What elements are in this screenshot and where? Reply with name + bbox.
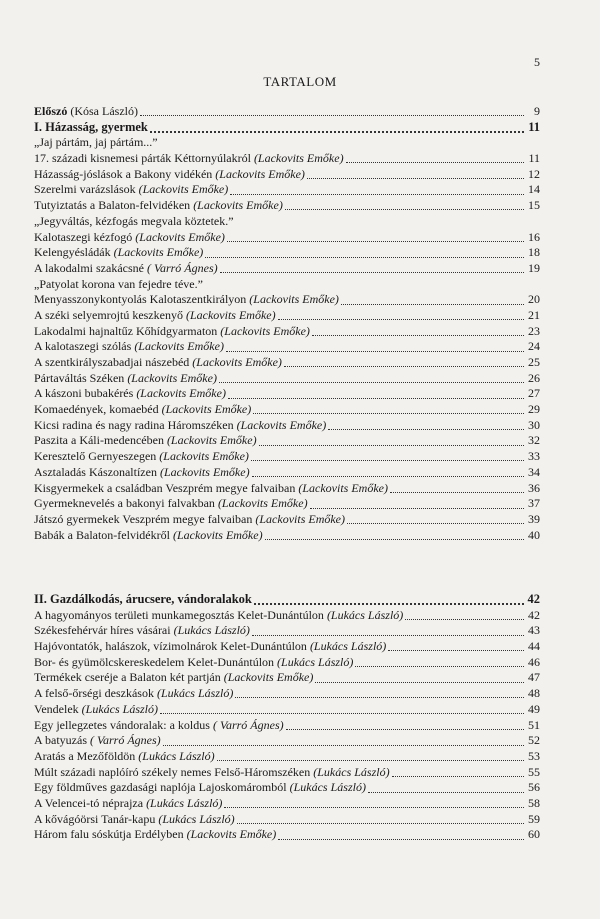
toc-entry-author: (Lukács László) <box>158 811 235 826</box>
toc-entry-author: (Lackovits Emőke) <box>193 198 283 213</box>
toc-entry <box>34 371 540 387</box>
toc-leader-dots <box>346 162 524 163</box>
toc-entry-label <box>34 339 224 355</box>
toc-entry-label <box>34 449 249 465</box>
toc-page-number: 11 <box>528 151 540 166</box>
toc-leader-dots <box>265 539 524 540</box>
toc-entry-label <box>34 496 308 512</box>
toc-entry-label <box>34 670 313 686</box>
toc-entry-author: (Lackovits Emőke) <box>161 402 252 417</box>
toc-leader-dots <box>368 792 524 793</box>
toc-entry-label <box>34 324 310 340</box>
toc-page-number: 48 <box>528 686 540 701</box>
toc-entry-author: (Lackovits Emőke) <box>249 292 339 307</box>
toc-entry-author: (Lackovits Emőke) <box>159 449 249 464</box>
toc-entry-author: (Lukács László) <box>277 654 354 669</box>
toc-entry <box>34 292 540 308</box>
toc-entry-author: (Lukács László) <box>146 795 223 810</box>
toc-entry-title: Játszó gyermekek Veszprém megye falvaiban <box>34 511 253 526</box>
toc-section-1 <box>34 104 540 543</box>
toc-page-number: 40 <box>528 527 540 542</box>
toc-entry-label <box>34 592 252 608</box>
toc-entry-label <box>34 308 276 324</box>
toc-entry <box>34 245 540 261</box>
toc-entry <box>34 670 540 686</box>
toc-leader-dots <box>347 523 524 524</box>
toc-entry <box>34 261 540 277</box>
toc-entry-author: (Lackovits Emőke) <box>298 480 388 495</box>
toc-page-number: 24 <box>528 339 540 354</box>
toc-entry-title: Aratás a Mezőföldön <box>34 748 136 763</box>
toc-leader-dots <box>315 682 524 683</box>
toc-leader-dots <box>226 351 524 352</box>
toc-entry <box>34 796 540 812</box>
toc-leader-dots <box>163 745 524 746</box>
toc-page-number: 46 <box>528 654 540 669</box>
toc-entry-title: Termékek cseréje a Balaton két partján <box>34 670 221 685</box>
toc-page-number: 26 <box>528 370 540 385</box>
toc-page-number: 15 <box>528 198 540 213</box>
toc-leader-dots <box>220 272 524 273</box>
toc-entry <box>34 198 540 214</box>
toc-entry-title: „Jaj pártám, jaj pártám...” <box>34 135 158 150</box>
toc-entry-title: Keresztelő Gernyeszegen <box>34 449 157 464</box>
toc-leader-dots <box>286 729 524 730</box>
toc-entry-label <box>34 292 339 308</box>
toc-section-2 <box>34 592 540 843</box>
toc-entry-title: Bor- és gyümölcskereskedelem Kelet-Dunántúlon <box>34 654 275 669</box>
toc-leader-dots <box>140 115 524 116</box>
toc-entry-title: Vendelek <box>34 701 79 716</box>
toc-leader-dots <box>230 194 524 195</box>
toc-entry-author: (Lackovits Emőke) <box>215 166 305 181</box>
toc-entry-author: (Lukács László) <box>138 748 215 763</box>
toc-entry-label <box>34 639 386 655</box>
toc-entry-title: Babák a Balaton-felvidékről <box>34 527 170 542</box>
toc-entry <box>34 812 540 828</box>
toc-entry-label <box>34 120 148 136</box>
toc-entry <box>34 324 540 340</box>
toc-entry <box>34 104 540 120</box>
toc-entry <box>34 733 540 749</box>
toc-entry-label <box>34 512 345 528</box>
toc-entry-label <box>34 167 305 183</box>
toc-entry <box>34 433 540 449</box>
toc-leader-dots <box>252 635 524 636</box>
toc-page-number: 49 <box>528 701 540 716</box>
toc-page-number: 19 <box>528 260 540 275</box>
toc-entry-label <box>34 718 284 734</box>
toc-entry-label <box>34 230 225 246</box>
toc-leader-dots <box>237 823 524 824</box>
toc-entry-author: (Lackovits Emőke) <box>136 386 226 401</box>
toc-entry-author: (Lackovits Emőke) <box>172 527 263 542</box>
toc-entry-title: Hajóvontatók, halászok, vízimolnárok Kelet-Dunántúlon <box>34 639 307 654</box>
toc-entry-title: A kővágóörsi Tanár-kapu <box>34 811 156 826</box>
toc-entry <box>34 481 540 497</box>
toc-entry-author: (Lukács László) <box>313 764 390 779</box>
toc-entry-label <box>34 261 218 277</box>
toc-entry-title: II. Gazdálkodás, árucsere, vándoralakok <box>34 592 252 606</box>
toc-entry-author: (Lackovits Emőke) <box>127 370 217 385</box>
toc-entry-label <box>34 796 222 812</box>
toc-entry-title: Múlt századi naplóíró székely nemes Felső-Háromszéken <box>34 764 311 779</box>
toc-entry-title: „Jegyváltás, kézfogás megvala köztetek.” <box>34 213 234 228</box>
toc-page-number: 29 <box>528 402 540 417</box>
toc-page-number: 36 <box>528 480 540 495</box>
toc-entry-author: (Lackovits Emőke) <box>192 355 282 369</box>
toc-leader-dots <box>252 476 524 477</box>
toc-entry-label <box>34 182 228 198</box>
toc-entry-label <box>34 371 217 387</box>
toc-entry-title: Menyasszonykontyolás Kalotaszentkirályon <box>34 292 247 307</box>
toc-entry <box>34 780 540 796</box>
toc-entry-title: I. Házasság, gyermek <box>34 119 148 134</box>
toc-entry-title: „Patyolat korona van fejedre téve.” <box>34 276 203 291</box>
toc-page-number: 59 <box>528 811 540 826</box>
toc-entry-author: ( Varró Ágnes) <box>146 260 218 275</box>
toc-entry-label <box>34 104 138 120</box>
toc-entry-label <box>34 481 388 497</box>
toc-entry-title: Házasság-jóslások a Bakony vidékén <box>34 166 213 181</box>
toc-leader-dots <box>405 619 524 620</box>
toc-entry-label <box>34 386 226 402</box>
toc-leader-dots <box>278 839 524 840</box>
toc-page-number: 43 <box>528 623 540 638</box>
toc-page-number: 12 <box>528 166 540 181</box>
toc-entry <box>34 135 540 151</box>
toc-entry <box>34 608 540 624</box>
toc-entry-label <box>34 780 366 796</box>
toc-page-number: 37 <box>528 496 540 511</box>
toc-entry-title: A hagyományos területi munkamegosztás Kelet-Dunántúlon <box>34 607 324 622</box>
toc-entry-label <box>34 655 353 671</box>
toc-entry-label <box>34 733 161 749</box>
toc-entry-title: Kelengyésládák <box>34 245 111 260</box>
toc-entry <box>34 686 540 702</box>
toc-entry-author: (Lackovits Emőke) <box>186 827 277 842</box>
toc-entry-label <box>34 702 158 718</box>
toc-leader-dots <box>390 492 524 493</box>
toc-entry-label <box>34 812 235 828</box>
toc-entry-author: (Lackovits Emőke) <box>134 339 224 354</box>
toc-leader-dots <box>253 413 524 414</box>
toc-entry-title: Kalotaszegi kézfogó <box>34 229 133 244</box>
toc-page-number: 16 <box>528 229 540 244</box>
toc-leader-dots <box>259 445 524 446</box>
toc-entry-label <box>34 623 250 639</box>
toc-entry-author: (Lackovits Emőke) <box>253 151 344 166</box>
toc-leader-dots <box>355 666 524 667</box>
toc-entry-title: Pártaváltás Széken <box>34 370 125 385</box>
toc-leader-dots <box>307 178 524 179</box>
toc-entry-label <box>34 151 344 167</box>
toc-entry-title: Gyermeknevelés a bakonyi falvakban <box>34 496 215 511</box>
toc-entry <box>34 718 540 734</box>
toc-entry-author: (Lackovits Emőke) <box>255 511 346 526</box>
toc-entry-title: Lakodalmi hajnaltűz Kőhídgyarmaton <box>34 323 218 338</box>
toc-entry-author: (Lackovits Emőke) <box>166 433 257 448</box>
page-number: 5 <box>534 55 540 69</box>
toc-page-number: 34 <box>528 464 540 479</box>
toc-entry-author: (Lackovits Emőke) <box>223 670 314 685</box>
toc-entry-label <box>34 355 282 371</box>
toc-leader-dots <box>160 713 524 714</box>
toc-leader-dots <box>310 508 524 509</box>
toc-entry-author: (Lackovits Emőke) <box>185 307 276 322</box>
toc-entry <box>34 214 540 230</box>
toc-page-number: 18 <box>528 245 540 260</box>
toc-entry-title: Egy jellegzetes vándoralak: a koldus <box>34 717 210 732</box>
toc-leader-dots <box>285 209 524 210</box>
toc-section-heading <box>34 120 540 136</box>
toc-page-number: 9 <box>534 104 540 118</box>
toc-page-number: 42 <box>527 592 540 606</box>
toc-entry <box>34 765 540 781</box>
toc-entry <box>34 623 540 639</box>
toc-leader-dots <box>278 319 524 320</box>
toc-leader-dots <box>251 460 524 461</box>
toc-entry-label <box>34 198 283 214</box>
toc-entry-author: (Lackovits Emőke) <box>138 182 229 197</box>
toc-entry <box>34 339 540 355</box>
toc-leader-dots <box>254 603 524 605</box>
toc-leader-dots <box>217 760 524 761</box>
toc-entry <box>34 465 540 481</box>
toc-leader-dots <box>224 807 524 808</box>
toc-entry-label <box>34 135 158 151</box>
toc-leader-dots <box>219 382 524 383</box>
toc-entry-label <box>34 433 257 449</box>
toc-page-number: 47 <box>528 670 540 685</box>
toc-entry <box>34 182 540 198</box>
toc-leader-dots <box>235 697 524 698</box>
toc-entry <box>34 277 540 293</box>
toc-page-number: 33 <box>528 449 540 464</box>
toc-entry-title: Három falu sóskútja Erdélyben <box>34 827 184 842</box>
toc-leader-dots <box>284 366 524 367</box>
toc-page-number: 39 <box>528 511 540 526</box>
toc-entry-author: (Lukács László) <box>326 607 404 622</box>
toc-entry-title: Komaedények, komaebéd <box>34 402 159 417</box>
toc-entry-title: A batyuzás <box>34 733 87 748</box>
toc-entry-author: (Lukács László) <box>309 639 387 654</box>
toc-entry <box>34 655 540 671</box>
toc-entry <box>34 496 540 512</box>
toc-page-number: 21 <box>528 307 540 322</box>
toc-entry-title: Szerelmi varázslások <box>34 182 136 197</box>
toc-leader-dots <box>328 429 524 430</box>
toc-page-number: 20 <box>528 292 540 307</box>
toc-entry <box>34 702 540 718</box>
toc-entry-label <box>34 827 276 843</box>
toc-page-number: 42 <box>528 607 540 622</box>
toc-entry-title: A szentkirályszabadjai nászebéd <box>34 355 190 369</box>
toc-page-number: 32 <box>528 433 540 448</box>
toc-page-number: 55 <box>528 764 540 779</box>
toc-entry-author: (Lukács László) <box>173 623 250 638</box>
toc-page-number: 56 <box>528 780 540 795</box>
toc-entry-title: Tutyiztatás a Balaton-felvidéken <box>34 198 191 213</box>
toc-entry-title: A széki selyemrojtú keszkenyő <box>34 307 183 322</box>
toc-entry-title: Asztaladás Kászonaltízen <box>34 464 157 479</box>
toc-leader-dots <box>228 398 524 399</box>
toc-entry-label <box>34 608 403 624</box>
toc-entry-label <box>34 765 390 781</box>
toc-entry-title: A kászoni bubakérés <box>34 386 134 401</box>
toc-entry <box>34 230 540 246</box>
toc-entry-label <box>34 465 250 481</box>
toc-page-number: 23 <box>528 323 540 338</box>
toc-entry-author: (Lackovits Emőke) <box>135 229 225 244</box>
toc-page-number: 11 <box>528 119 540 134</box>
toc-entry-title: A felső-őrségi deszkások <box>34 686 154 701</box>
toc-entry-label <box>34 245 203 261</box>
toc-page-number: 27 <box>528 386 540 401</box>
page-title: TARTALOM <box>263 74 337 89</box>
toc-page-number: 53 <box>528 748 540 763</box>
toc-leader-dots <box>150 131 524 133</box>
toc-entry <box>34 151 540 167</box>
toc-entry <box>34 308 540 324</box>
toc-entry-title: A Velencei-tó néprajza <box>34 795 144 810</box>
toc-entry-author: (Lackovits Emőke) <box>217 496 308 511</box>
toc-entry-title: Paszita a Káli-medencében <box>34 433 164 448</box>
toc-entry <box>34 749 540 765</box>
toc-page-number: 14 <box>528 182 540 197</box>
toc-entry-author: (Lukács László) <box>289 780 366 795</box>
toc-entry-author: (Kósa László) <box>70 104 138 118</box>
toc-leader-dots <box>341 304 524 305</box>
toc-entry <box>34 386 540 402</box>
toc-entry-title: Egy földműves gazdasági naplója Lajoskomáromból <box>34 780 287 795</box>
toc-page-number: 60 <box>528 827 540 842</box>
toc-leader-dots <box>227 241 524 242</box>
toc-entry <box>34 355 540 371</box>
toc-entry-author: ( Varró Ágnes) <box>90 733 161 748</box>
toc-page-number: 30 <box>528 417 540 432</box>
toc-page-number: 58 <box>528 795 540 810</box>
toc-entry <box>34 528 540 544</box>
toc-entry <box>34 639 540 655</box>
toc-entry-author: (Lackovits Emőke) <box>236 417 327 432</box>
toc-entry <box>34 418 540 434</box>
toc-entry-author: (Lackovits Emőke) <box>220 323 310 338</box>
toc-entry-title: A lakodalmi szakácsné <box>34 260 144 275</box>
toc-entry-title: Kisgyermekek a családban Veszprém megye falvaiban <box>34 480 296 495</box>
toc-entry-title: Előszó <box>34 104 68 118</box>
toc-entry-author: (Lackovits Emőke) <box>113 245 204 260</box>
toc-entry-label <box>34 749 215 765</box>
toc-entry <box>34 449 540 465</box>
toc-entry-author: (Lukács László) <box>81 701 158 716</box>
toc-entry <box>34 512 540 528</box>
toc-entry-title: Székesfehérvár híres vásárai <box>34 623 171 638</box>
toc-entry-label <box>34 277 203 293</box>
toc-page-number: 51 <box>528 717 540 732</box>
toc-leader-dots <box>388 650 524 651</box>
toc-entry-label <box>34 418 326 434</box>
toc-entry-author: ( Varró Ágnes) <box>212 717 284 732</box>
toc-leader-dots <box>392 776 524 777</box>
toc-leader-dots <box>205 257 524 258</box>
toc-page-number: 44 <box>528 639 540 654</box>
toc-entry-label <box>34 214 234 230</box>
toc-entry-title: Kicsi radina és nagy radina Háromszéken <box>34 417 234 432</box>
toc-entry <box>34 827 540 843</box>
toc-entry <box>34 167 540 183</box>
toc-page-number: 52 <box>528 733 540 748</box>
toc-entry-author: (Lukács László) <box>156 686 234 701</box>
toc-entry-title: A kalotaszegi szólás <box>34 339 132 354</box>
toc-entry-author: (Lackovits Emőke) <box>159 464 250 479</box>
toc-entry-title: 17. századi kisnemesi párták Kéttornyúlakról <box>34 151 251 166</box>
toc-entry <box>34 402 540 418</box>
toc-leader-dots <box>312 335 524 336</box>
toc-entry-label <box>34 402 251 418</box>
toc-page-number: 25 <box>528 355 540 369</box>
toc-entry-label <box>34 528 263 544</box>
toc-section-heading <box>34 592 540 608</box>
toc-entry-label <box>34 686 233 702</box>
